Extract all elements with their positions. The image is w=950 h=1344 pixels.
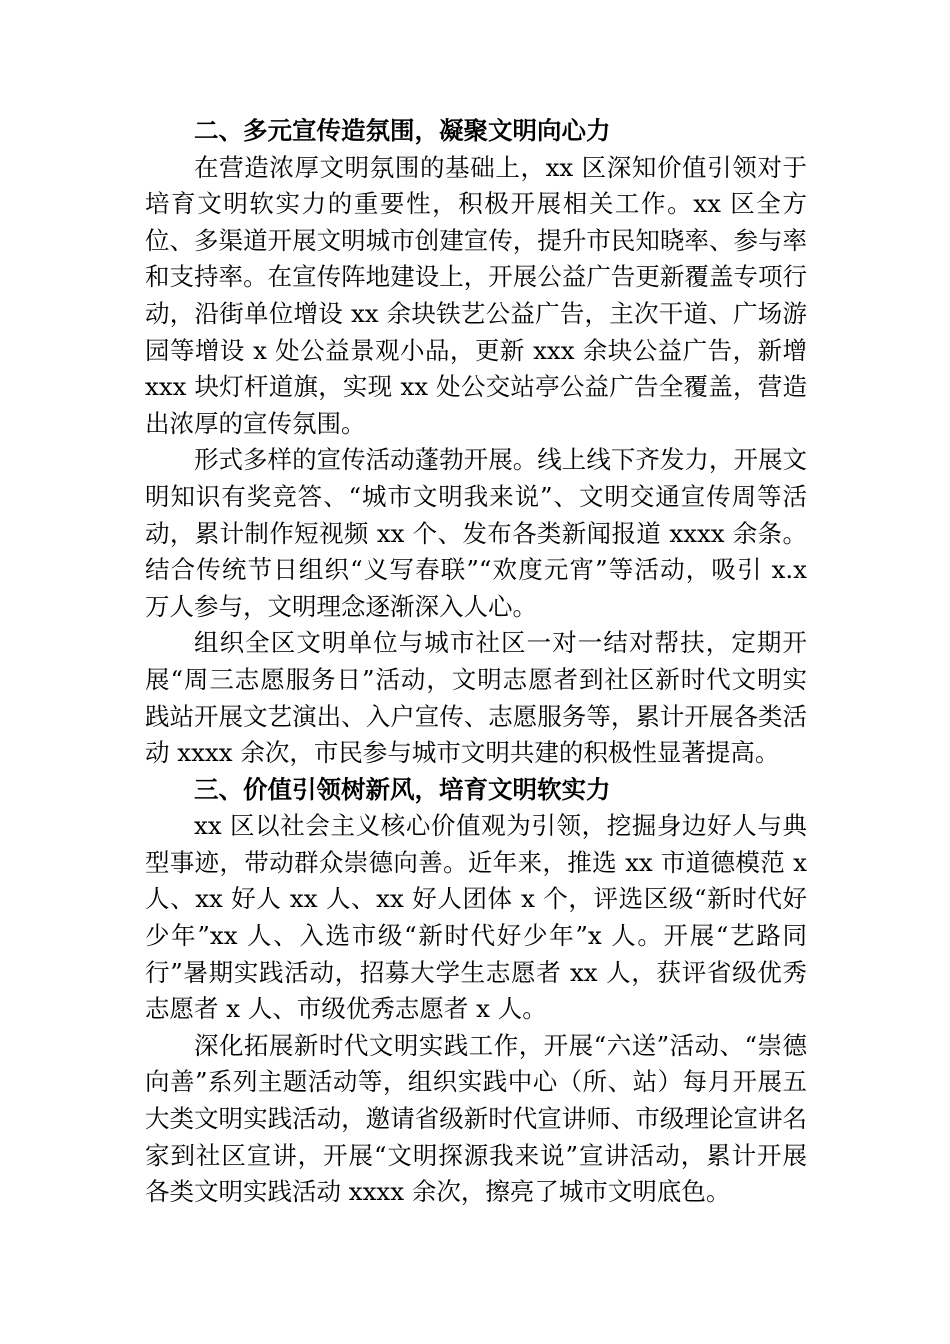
section-heading-2: 二、多元宣传造氛围，凝聚文明向心力 — [194, 116, 611, 145]
paragraph-4: xx 区以社会主义核心价值观为引领，挖掘身边好人与典型事迹，带动群众崇德向善。近年来，推选 xx 市道德模范 x 人、xx 好人 xx 人、xx 好人团体 x 个，评选区级“新时代好少年”xx 人、入选市级“新时代好少年”x 人。开展“艺路同行”暑期实践活动，招募大学生志愿者 xx 人，获评省级优秀志愿者 x 人、市级优秀志愿者 x 人。 — [145, 811, 807, 1024]
section-heading-3: 三、价值引领树新风，培育文明软实力 — [194, 774, 611, 804]
document-body — [145, 113, 807, 1211]
paragraph-3: 组织全区文明单位与城市社区一对一结对帮扶，定期开展“周三志愿服务日”活动，文明志愿者到社区新时代文明实践站开展文艺演出、入户宣传、志愿服务等，累计开展各类活动 xxxx 余次，市民参与城市文明共建的积极性显著提高。 — [145, 628, 807, 768]
paragraph-1: 在营造浓厚文明氛围的基础上，xx 区深知价值引领对于培育文明软实力的重要性，积极开展相关工作。xx 区全方位、多渠道开展文明城市创建宣传，提升市民知晓率、参与率和支持率。在宣传阵地建设上，开展公益广告更新覆盖专项行动，沿街单位增设 xx 余块铁艺公益广告，主次干道、广场游园等增设 x 处公益景观小品，更新 xxx 余块公益广告，新增 xxx 块灯杆道旗，实现 xx 处公交站亭公益广告全覆盖，营造出浓厚的宣传氛围。 — [145, 152, 807, 438]
paragraph-5: 深化拓展新时代文明实践工作，开展“六送”活动、“崇德向善”系列主题活动等，组织实践中心（所、站）每月开展五大类文明实践活动，邀请省级新时代宣讲师、市级理论宣讲名家到社区宣讲，开展“文明探源我来说”宣讲活动，累计开展各类文明实践活动 xxxx 余次，擦亮了城市文明底色。 — [145, 1030, 807, 1207]
paragraph-2: 形式多样的宣传活动蓬勃开展。线上线下齐发力，开展文明知识有奖竞答、“城市文明我来说”、文明交通宣传周等活动，累计制作短视频 xx 个、发布各类新闻报道 xxxx 余条。结合传统节日组织“义写春联”“欢度元宵”等活动，吸引 x.x 万人参与，文明理念逐渐深入人心。 — [145, 445, 807, 621]
